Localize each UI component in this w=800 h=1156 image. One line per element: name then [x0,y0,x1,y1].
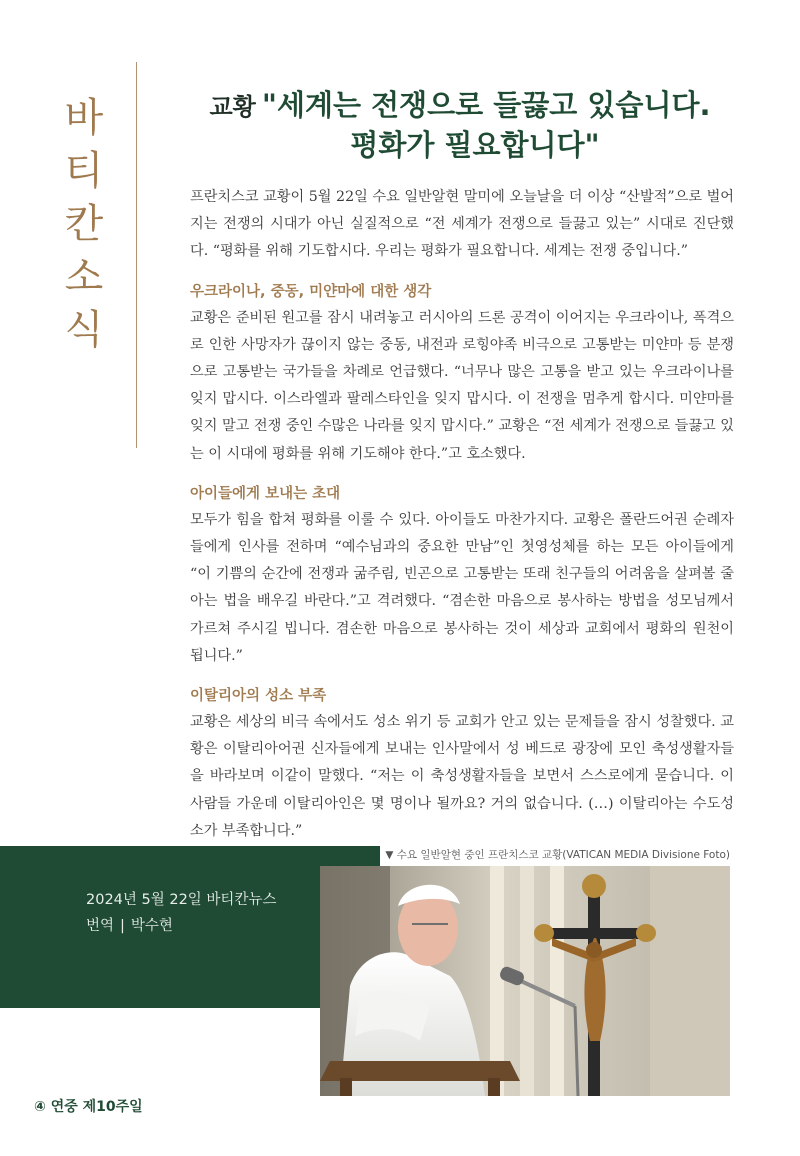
section-paragraph: 모두가 힘을 합쳐 평화를 이룰 수 있다. 아이들도 마찬가지다. 교황은 폴란드어권 순례자들에게 인사를 전하며 “예수님과의 중요한 만남”인 첫영성체를 하는 모든 아이들에게 “이 기쁨의 순간에 전쟁과 굶주림, 빈곤으로 고통받는 또래 친구들의 어려움을 살펴볼 줄 아는 법을 배우길 바란다.”고 격려했다. “겸손한 마음으로 봉사하는 방법을 성모님께서 가르쳐 주시길 빕니다. 겸손한 마음으로 봉사하는 것이 세상과 교회에서 평화의 원천이 됩니다.” [190,511,734,664]
headline-line1: "세계는 전쟁으로 들끓고 있습니다. [261,88,711,122]
headline-line2: 평화가 필요합니다" [350,128,600,162]
intro-paragraph: 프란치스코 교황이 5월 22일 수요 일반알현 말미에 오늘날을 더 이상 “산발적”으로 벌어지는 전쟁의 시대가 아닌 실질적으로 “전 세계가 전쟁으로 들끓고 있는” 시대로 진단했다. “평화를 위해 기도합시다. 우리는 평화가 필요합니다. 세계는 전쟁 중입니다.” [190,189,734,260]
photo-caption: ▼ 수요 일반알현 중인 프란치스코 교황(VATICAN MEDIA Divisione Foto) [385,849,730,861]
pope-photo-illustration [320,866,730,1096]
section-title-char: 소 [64,254,104,300]
article-headline [150,86,770,164]
section-paragraph: 교황은 준비된 원고를 잠시 내려놓고 러시아의 드론 공격이 이어지는 우크라이나, 폭격으로 인한 사망자가 끊이지 않는 중동, 내전과 로힝야족 비극으로 고통받는 미얀마 등 분쟁으로 고통받는 국가들을 차례로 언급했다. “너무나 많은 고통을 받고 있는 우크라이나를 잊지 맙시다. 이스라엘과 팔레스타인을 잊지 맙시다. 이 전쟁을 멈추게 합시다. 미얀마를 잊지 말고 전쟁 중인 수많은 나라를 잊지 맙시다.” 교황은 “전 세계가 전쟁으로 들끓고 있는 이 시대에 평화를 위해 기도해야 한다.”고 호소했다. [190,309,734,462]
source-credit [86,887,276,939]
section-title-char: 식 [64,307,104,353]
vertical-divider [136,62,137,448]
article-body [190,184,734,845]
section-title-char: 바 [64,95,104,141]
section-title-char: 칸 [64,201,104,247]
source-line: 2024년 5월 22일 바티칸뉴스 [86,892,277,908]
section-title-char: 티 [64,148,104,194]
page-footer: ④ 연중 제10주일 [34,1099,143,1115]
translator-name: 박수현 [130,918,173,934]
section-paragraph: 교황은 세상의 비극 속에서도 성소 위기 등 교회가 안고 있는 문제들을 잠시 성찰했다. 교황은 이탈리아어권 신자들에게 보내는 인사말에서 성 베드로 광장에 모인 축성생활자들을 바라보며 이같이 말했다. “저는 이 축성생활자들을 보면서 스스로에게 묻습니다. 이 사람들 가운데 이탈리아인은 몇 명이나 될까요? 거의 없습니다. (…) 이탈리아는 수도성소가 부족합니다.” [190,714,734,839]
section-heading: 아이들에게 보내는 초대 [190,485,341,502]
section-heading: 우크라이나, 중동, 미얀마에 대한 생각 [190,283,432,300]
section-title [54,92,114,357]
headline-prefix: 교황 [209,93,256,121]
translate-label: 번역 [86,918,115,934]
section-heading: 이탈리아의 성소 부족 [190,688,327,705]
credit-separator: | [120,918,125,934]
pope-photo [320,866,730,1096]
